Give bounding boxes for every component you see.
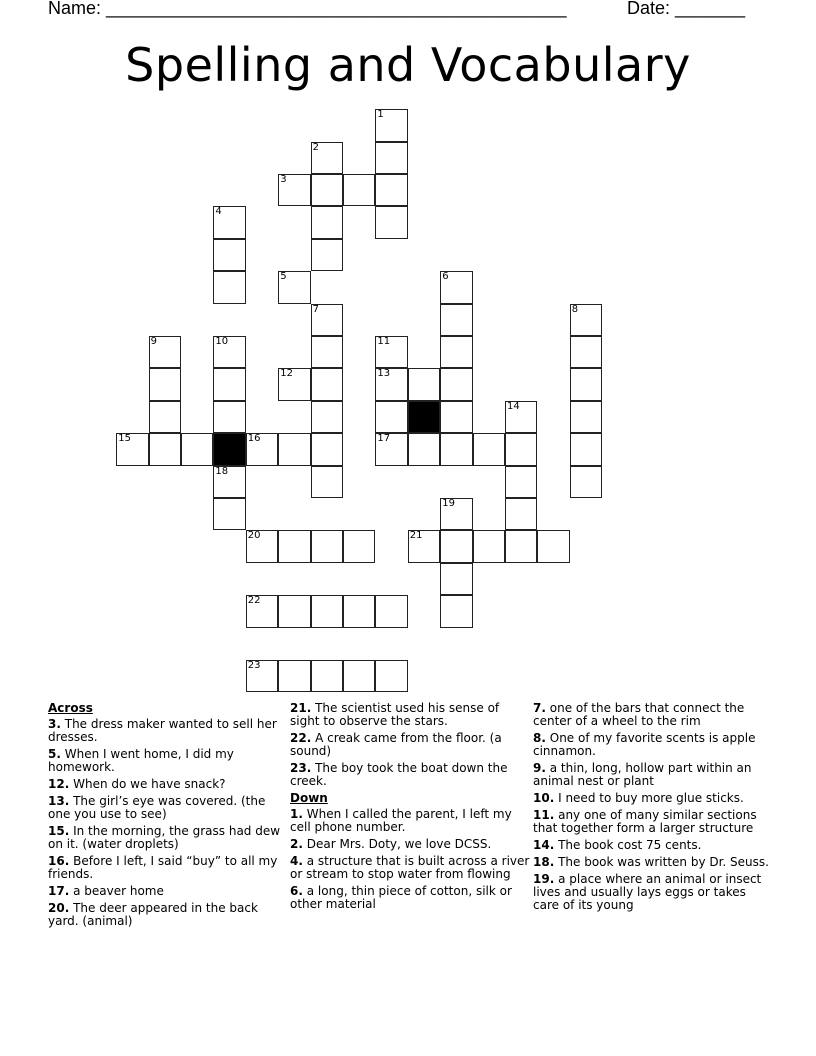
grid-cell[interactable] — [343, 595, 375, 627]
clue-number: 23 — [247, 660, 261, 671]
grid-cell[interactable] — [375, 595, 407, 627]
grid-cell[interactable] — [570, 368, 602, 400]
clue-number: 21 — [409, 530, 423, 542]
across-clue — [290, 702, 530, 728]
across-clue — [290, 732, 530, 758]
down-clue — [533, 702, 773, 728]
clue-number-label: 14. — [533, 838, 555, 852]
grid-cell[interactable] — [408, 433, 440, 465]
down-clue — [533, 839, 773, 852]
clue-text: a thin, long, hollow part within an animal nest or plant — [533, 761, 752, 788]
clue-number: 17 — [377, 433, 391, 445]
clue-number-label: 6. — [290, 884, 303, 898]
clue-text: The girl’s eye was covered. (the one you use to see) — [48, 794, 266, 821]
grid-cell[interactable] — [246, 660, 278, 692]
clue-number-label: 5. — [48, 747, 61, 761]
clue-text: The book cost 75 cents. — [558, 838, 702, 852]
grid-cell[interactable] — [181, 433, 213, 465]
clue-number: 16 — [247, 433, 261, 445]
grid-cell[interactable] — [408, 368, 440, 400]
across-clue — [48, 885, 288, 898]
grid-cell[interactable] — [440, 336, 472, 368]
grid-cell[interactable] — [278, 368, 310, 400]
grid-cell[interactable] — [213, 368, 245, 400]
page-title: Spelling and Vocabulary — [125, 38, 691, 92]
clue-text: a structure that is built across a river or stream to stop water from flowing — [290, 854, 530, 881]
grid-cell[interactable] — [440, 563, 472, 595]
down-clue — [290, 885, 530, 911]
grid-cell[interactable] — [213, 466, 245, 498]
clue-number: 9 — [150, 336, 157, 347]
grid-cell[interactable] — [375, 401, 407, 433]
across-clue — [48, 825, 288, 851]
clues-column-3 — [533, 702, 773, 916]
clue-text: In the morning, the grass had dew on it. (water droplets) — [48, 824, 281, 851]
clue-number: 6 — [442, 271, 449, 283]
grid-cell[interactable] — [149, 368, 181, 400]
across-clue — [48, 795, 288, 821]
grid-cell[interactable] — [311, 304, 343, 336]
grid-cell[interactable] — [246, 530, 278, 562]
clue-number-label: 22. — [290, 731, 312, 745]
clue-number-label: 23. — [290, 761, 312, 775]
clue-number: 7 — [312, 303, 319, 315]
down-clue — [533, 809, 773, 835]
clue-text: any one of many similar sections that together form a larger structure — [533, 808, 757, 835]
down-clue — [533, 732, 773, 758]
clue-text: Before I left, I said “buy” to all my friends. — [48, 854, 278, 881]
grid-cell[interactable] — [440, 433, 472, 465]
grid-cell[interactable] — [278, 660, 310, 692]
down-clue — [290, 855, 530, 881]
clue-number-label: 15. — [48, 824, 70, 838]
clue-text: Dear Mrs. Doty, we love DCSS. — [306, 837, 492, 851]
grid-cell[interactable] — [311, 530, 343, 562]
grid-cell[interactable] — [213, 239, 245, 271]
clue-number: 13 — [377, 368, 391, 380]
clue-number: 8 — [571, 303, 579, 315]
grid-cell[interactable] — [505, 530, 537, 562]
grid-cell[interactable] — [440, 368, 472, 400]
grid-cell[interactable] — [311, 660, 343, 692]
down-heading: Down — [290, 791, 328, 805]
grid-cell[interactable] — [505, 401, 537, 433]
clue-text: one of the bars that connect the center of a wheel to the rim — [533, 701, 745, 728]
grid-cell[interactable] — [505, 498, 537, 530]
grid-cell[interactable] — [375, 336, 407, 368]
grid-cell[interactable] — [278, 530, 310, 562]
grid-cell[interactable] — [278, 595, 310, 627]
grid-cell[interactable] — [278, 174, 310, 206]
clues-column-1 — [48, 702, 288, 932]
grid-cell[interactable] — [570, 433, 602, 465]
grid-cell[interactable] — [440, 271, 472, 303]
clues-column-2 — [290, 702, 530, 915]
clue-number-label: 16. — [48, 854, 70, 868]
grid-cell[interactable] — [343, 174, 375, 206]
clue-number-label: 20. — [48, 901, 70, 915]
clue-number-label: 17. — [48, 884, 70, 898]
grid-cell[interactable] — [375, 142, 407, 174]
name-field[interactable]: Name: ______________________________________________ — [48, 0, 567, 18]
clue-number: 20 — [247, 530, 261, 542]
clue-text: a beaver home — [73, 884, 164, 898]
clue-number: 19 — [442, 498, 455, 509]
down-clue — [290, 808, 530, 834]
grid-cell[interactable] — [473, 433, 505, 465]
grid-cell[interactable] — [246, 433, 278, 465]
clue-number-label: 4. — [290, 854, 303, 868]
grid-cell[interactable] — [149, 401, 181, 433]
across-heading: Across — [48, 701, 93, 715]
grid-cell[interactable] — [311, 595, 343, 627]
clue-text: a place where an animal or insect lives and usually lays eggs or takes care of its young — [533, 872, 762, 912]
grid-cell[interactable] — [375, 174, 407, 206]
grid-cell[interactable] — [343, 530, 375, 562]
grid-cell[interactable] — [505, 466, 537, 498]
clue-text: When I went home, I did my homework. — [48, 747, 234, 774]
grid-cell[interactable] — [375, 206, 407, 238]
clue-number: 5 — [280, 271, 287, 283]
across-clue — [48, 718, 288, 744]
clue-text: The dress maker wanted to sell her dresses. — [48, 717, 277, 744]
clue-number-label: 21. — [290, 701, 312, 715]
clue-number-label: 11. — [533, 808, 555, 822]
down-clue — [533, 762, 773, 788]
grid-cell[interactable] — [440, 530, 472, 562]
clue-number-label: 9. — [533, 761, 546, 775]
grid-cell[interactable] — [375, 109, 407, 141]
clue-number-label: 18. — [533, 855, 555, 869]
grid-cell[interactable] — [311, 466, 343, 498]
grid-cell[interactable] — [213, 401, 245, 433]
clue-number: 18 — [215, 465, 229, 477]
clue-number: 10 — [215, 336, 229, 347]
clue-number: 4 — [215, 206, 222, 218]
grid-cell[interactable] — [213, 271, 245, 303]
grid-cell[interactable] — [149, 433, 181, 465]
grid-cell[interactable] — [311, 433, 343, 465]
date-field[interactable]: Date: _______ — [627, 0, 746, 18]
clue-number-label: 1. — [290, 807, 303, 821]
down-clue — [533, 856, 773, 869]
grid-cell[interactable] — [537, 530, 569, 562]
grid-cell[interactable] — [570, 466, 602, 498]
grid-cell[interactable] — [213, 498, 245, 530]
clue-text: When I called the parent, I left my cell phone number. — [290, 807, 512, 834]
grid-cell[interactable] — [375, 660, 407, 692]
clue-number: 12 — [280, 368, 293, 380]
clue-text: A creak came from the floor. (a sound) — [290, 731, 502, 758]
grid-cell[interactable] — [570, 401, 602, 433]
down-clue — [533, 873, 773, 912]
grid-cell[interactable] — [473, 530, 505, 562]
grid-cell[interactable] — [311, 174, 343, 206]
clue-number-label: 3. — [48, 717, 61, 731]
grid-cell[interactable] — [311, 142, 343, 174]
black-square — [213, 433, 245, 465]
clue-text: The deer appeared in the back yard. (animal) — [48, 901, 258, 928]
across-clue — [48, 902, 288, 928]
grid-cell[interactable] — [570, 304, 602, 336]
grid-cell[interactable] — [570, 336, 602, 368]
grid-cell[interactable] — [440, 498, 472, 530]
grid-cell[interactable] — [375, 433, 407, 465]
clue-number-label: 13. — [48, 794, 70, 808]
grid-cell[interactable] — [213, 336, 245, 368]
down-clue — [533, 792, 773, 805]
grid-cell[interactable] — [311, 206, 343, 238]
clue-number-label: 10. — [533, 791, 555, 805]
clue-number: 11 — [377, 336, 391, 347]
clue-text: I need to buy more glue sticks. — [558, 791, 744, 805]
clue-number-label: 19. — [533, 872, 555, 886]
clue-number: 22 — [247, 595, 261, 607]
clue-number-label: 7. — [533, 701, 546, 715]
grid-cell[interactable] — [213, 206, 245, 238]
clue-text: One of my favorite scents is apple cinnamon. — [533, 731, 756, 758]
clue-number-label: 12. — [48, 777, 70, 791]
clue-number: 15 — [118, 433, 131, 445]
grid-cell[interactable] — [440, 401, 472, 433]
black-square — [408, 401, 440, 433]
grid-cell[interactable] — [440, 595, 472, 627]
clue-text: a long, thin piece of cotton, silk or other material — [290, 884, 512, 911]
grid-cell[interactable] — [408, 530, 440, 562]
grid-cell[interactable] — [505, 433, 537, 465]
clue-number-label: 2. — [290, 837, 303, 851]
across-clue — [290, 762, 530, 788]
grid-cell[interactable] — [311, 239, 343, 271]
clue-number: 14 — [507, 400, 520, 412]
grid-cell[interactable] — [311, 401, 343, 433]
clue-number: 1 — [377, 109, 384, 121]
grid-cell[interactable] — [149, 336, 181, 368]
grid-cell[interactable] — [311, 336, 343, 368]
across-clue — [48, 778, 288, 791]
grid-cell[interactable] — [246, 595, 278, 627]
across-clue — [48, 855, 288, 881]
grid-cell[interactable] — [343, 660, 375, 692]
clue-text: When do we have snack? — [73, 777, 226, 791]
grid-cell[interactable] — [311, 368, 343, 400]
clue-number-label: 8. — [533, 731, 546, 745]
clue-text: The book was written by Dr. Seuss. — [558, 855, 769, 869]
grid-cell[interactable] — [375, 368, 407, 400]
grid-cell[interactable] — [440, 304, 472, 336]
grid-cell[interactable] — [278, 433, 310, 465]
clue-text: The boy took the boat down the creek. — [290, 761, 508, 788]
clue-number: 3 — [280, 174, 287, 185]
clue-number: 2 — [312, 141, 319, 153]
down-clue — [290, 838, 530, 851]
grid-cell[interactable] — [116, 433, 148, 465]
grid-cell[interactable] — [278, 271, 310, 303]
across-clue — [48, 748, 288, 774]
clue-text: The scientist used his sense of sight to observe the stars. — [290, 701, 500, 728]
